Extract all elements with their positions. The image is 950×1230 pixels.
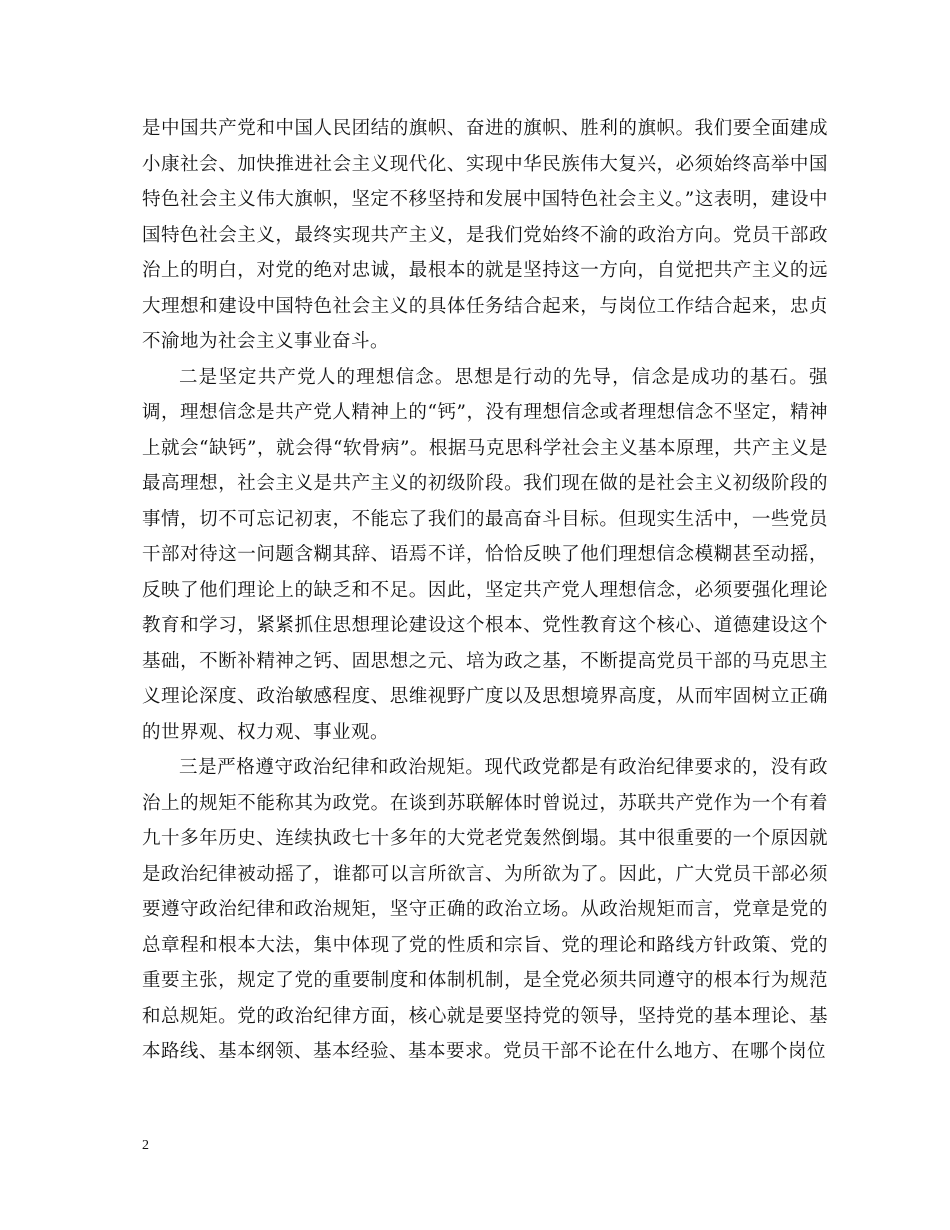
paragraph-1: 是中国共产党和中国人民团结的旗帜、奋进的旗帜、胜利的旗帜。我们要全面建成小康社会、加快推进社会主义现代化、实现中华民族伟大复兴，必须始终高举中国特色社会主义伟大旗帜，坚定不移坚持和发展中国特色社会主义。”这表明，建设中国特色社会主义，最终实现共产主义，是我们党始终不渝的政治方向。党员干部政治上的明白，对党的绝对忠诚，最根本的就是坚持这一方向，自觉把共产主义的远大理想和建设中国特色社会主义的具体任务结合起来，与岗位工作结合起来，忠贞不渝地为社会主义事业奋斗。: [142, 118, 828, 352]
body-text: [142, 111, 828, 1070]
paragraph-3: 三是严格遵守政治纪律和政治规矩。现代政党都是有政治纪律要求的，没有政治上的规矩不能称其为政党。在谈到苏联解体时曾说过，苏联共产党作为一个有着九十多年历史、连续执政七十多年的大党老党轰然倒塌。其中很重要的一个原因就是政治纪律被动摇了，谁都可以言所欲言、为所欲为了。因此，广大党员干部必须要遵守政治纪律和政治规矩，坚守正确的政治立场。从政治规矩而言，党章是党的总章程和根本大法，集中体现了党的性质和宗旨、党的理论和路线方针政策、党的重要主张，规定了党的重要制度和体制机制，是全党必须共同遵守的根本行为规范和总规矩。党的政治纪律方面，核心就是要坚持党的领导，坚持党的基本理论、基本路线、基本纲领、基本经验、基本要求。党员干部不论在什么地方、在哪个岗位: [142, 757, 828, 1062]
page-number: 2: [142, 1138, 149, 1153]
paragraph-2: 二是坚定共产党人的理想信念。思想是行动的先导，信念是成功的基石。强调，理想信念是共产党人精神上的“钙”，没有理想信念或者理想信念不坚定，精神上就会“缺钙”，就会得“软骨病”。根据马克思科学社会主义基本原理，共产主义是最高理想，社会主义是共产主义的初级阶段。我们现在做的是社会主义初级阶段的事情，切不可忘记初衷，不能忘了我们的最高奋斗目标。但现实生活中，一些党员干部对待这一问题含糊其辞、语焉不详，恰恰反映了他们理想信念模糊甚至动摇，反映了他们理论上的缺乏和不足。因此，坚定共产党人理想信念，必须要强化理论教育和学习，紧紧抓住思想理论建设这个根本、党性教育这个核心、道德建设这个基础，不断补精神之钙、固思想之元、培为政之基，不断提高党员干部的马克思主义理论深度、政治敏感程度、思维视野广度以及思想境界高度，从而牢固树立正确的世界观、权力观、事业观。: [142, 366, 828, 743]
